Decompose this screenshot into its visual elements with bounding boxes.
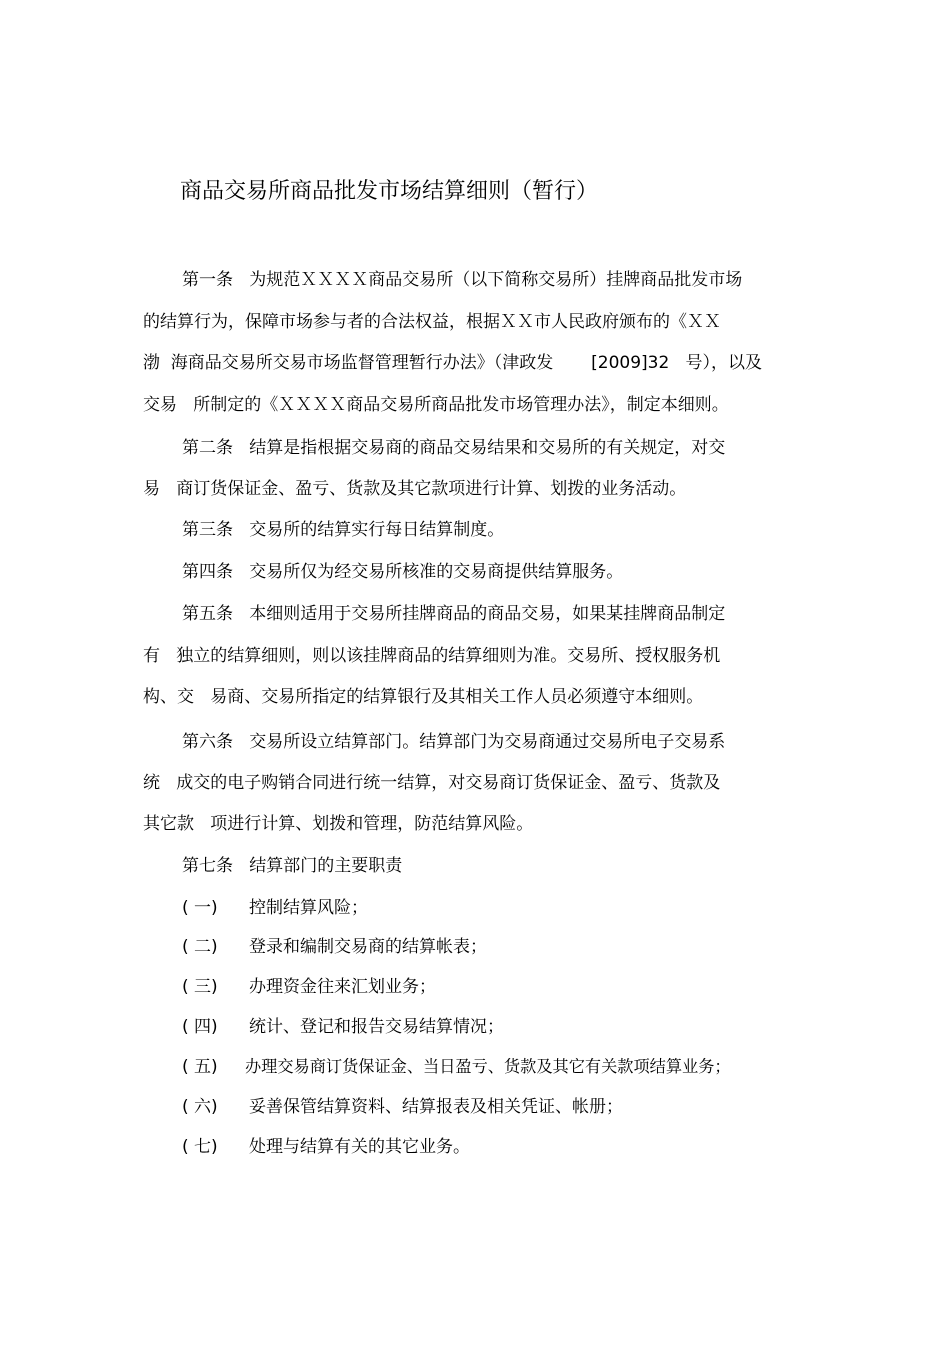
article-5-line-3: 构、交 易商、交易所指定的结算银行及其相关工作人员必须遵守本细则。 [143, 687, 704, 707]
document-title: 商品交易所商品批发市场结算细则（暂行） [180, 179, 599, 204]
article-4-line-1: 第四条 交易所仅为经交易所核准的交易商提供结算服务。 [182, 562, 624, 582]
duty-number: ( 一) [182, 898, 218, 918]
duty-text: 控制结算风险； [249, 898, 368, 918]
duty-text: 统计、登记和报告交易结算情况； [249, 1017, 504, 1037]
article-1-line-4: 交易 所制定的《ＸＸＸＸ商品交易所商品批发市场管理办法》，制定本细则。 [143, 395, 729, 415]
article-6-line-3: 其它款 项进行计算、划拨和管理，防范结算风险。 [143, 814, 534, 834]
duty-number: ( 二) [182, 937, 218, 957]
article-7-heading: 第七条 结算部门的主要职责 [182, 856, 403, 876]
article-6-line-2: 统 成交的电子购销合同进行统一结算，对交易商订货保证金、盈亏、货款及 [143, 773, 721, 793]
article-3-line-1: 第三条 交易所的结算实行每日结算制度。 [182, 520, 505, 540]
article-5-line-1: 第五条 本细则适用于交易所挂牌商品的商品交易，如果某挂牌商品制定 [182, 604, 726, 624]
duty-text: 处理与结算有关的其它业务。 [249, 1137, 470, 1157]
duty-text: 妥善保管结算资料、结算报表及相关凭证、帐册； [249, 1097, 623, 1117]
duty-text: 办理交易商订货保证金、当日盈亏、货款及其它有关款项结算业务； [245, 1057, 731, 1076]
article-1-line-1: 第一条 为规范ＸＸＸＸ商品交易所（以下简称交易所）挂牌商品批发市场 [182, 270, 743, 290]
duty-text: 办理资金往来汇划业务； [249, 977, 436, 997]
duty-number: ( 六) [182, 1097, 218, 1117]
article-2-line-1: 第二条 结算是指根据交易商的商品交易结果和交易所的有关规定，对交 [182, 438, 726, 458]
article-5-line-2: 有 独立的结算细则，则以该挂牌商品的结算细则为准。交易所、授权服务机 [143, 646, 721, 666]
duty-number: ( 四) [182, 1017, 218, 1037]
article-2-line-2: 易 商订货保证金、盈亏、货款及其它款项进行计算、划拨的业务活动。 [143, 479, 687, 499]
duty-number: ( 三) [182, 977, 218, 997]
article-1-line-3: 渤 海商品交易所交易市场监督管理暂行办法》（津政发 [2009]32 号），以及 [143, 353, 763, 373]
duty-number: ( 七) [182, 1137, 218, 1157]
article-1-line-2: 的结算行为，保障市场参与者的合法权益，根据ＸＸ市人民政府颁布的《ＸＸ [143, 312, 721, 332]
duty-text: 登录和编制交易商的结算帐表； [249, 937, 487, 957]
article-6-line-1: 第六条 交易所设立结算部门。结算部门为交易商通过交易所电子交易系 [182, 732, 726, 752]
duty-number: ( 五) [182, 1057, 218, 1077]
